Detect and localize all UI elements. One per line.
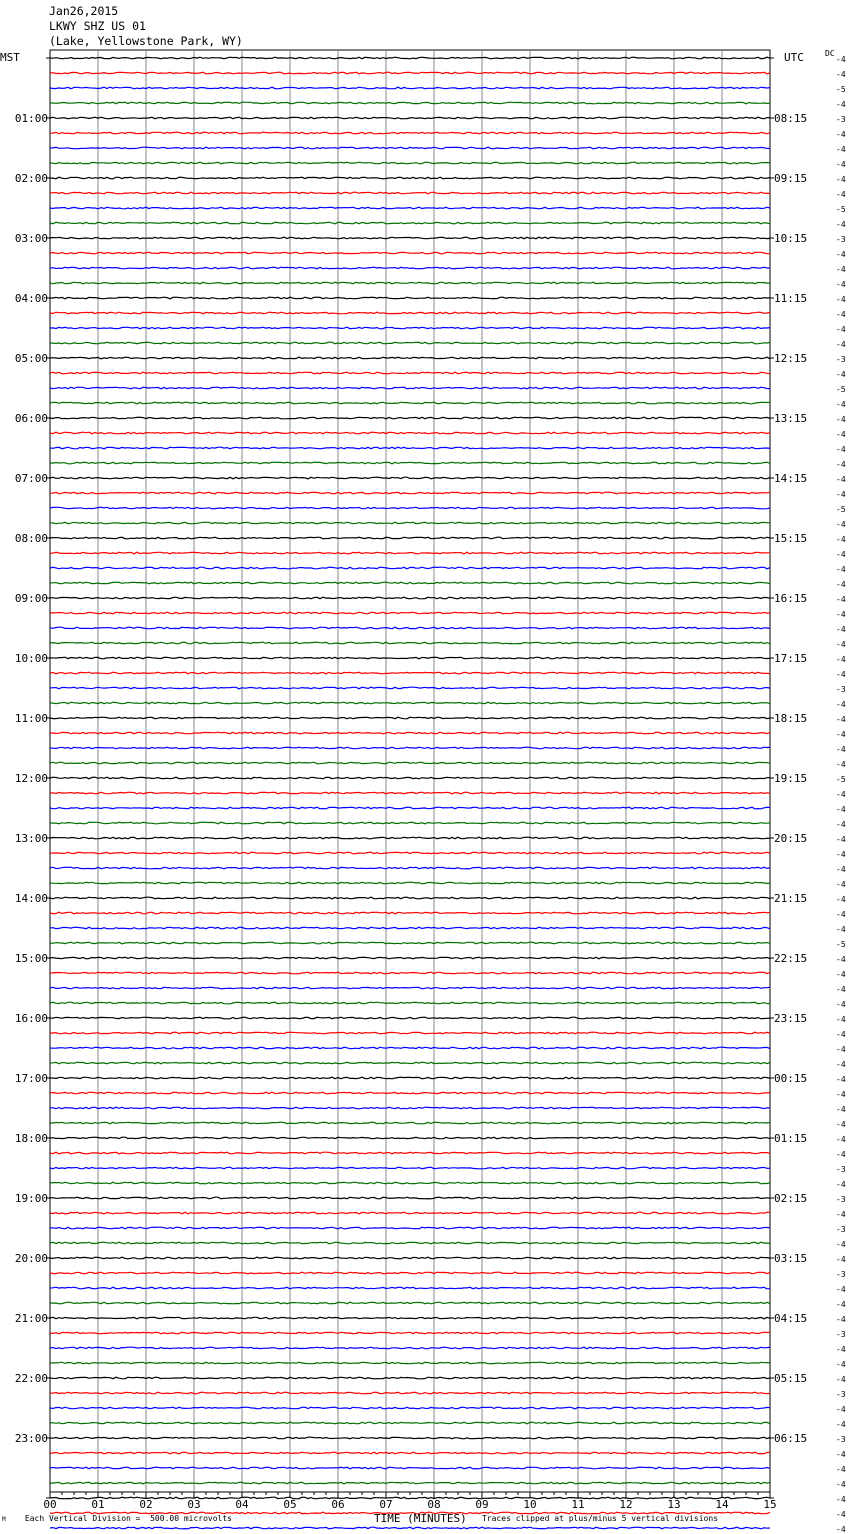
dc-offset-label: -5 [836,85,846,94]
dc-offset-label: -3 [836,355,846,364]
left-hour-label: 18:00 [14,1132,48,1145]
dc-offset-label: -4 [836,1120,846,1129]
seismic-trace [50,1182,770,1184]
seismic-trace [50,747,770,749]
left-hour-label: 17:00 [14,1072,48,1085]
dc-offset-label: -4 [836,130,846,139]
x-tick-label: 15 [763,1498,777,1511]
seismic-trace [50,447,770,449]
left-hour-label: 08:00 [14,532,48,545]
dc-offset-label: -3 [836,1330,846,1339]
dc-offset-label: -4 [836,1060,846,1069]
dc-offset-label: -4 [836,475,846,484]
seismic-trace [50,687,770,689]
dc-offset-label: -4 [836,1180,846,1189]
dc-offset-label: -4 [836,880,846,889]
seismic-trace [50,1422,770,1424]
dc-offset-label: -4 [836,1015,846,1024]
left-hour-label: 06:00 [14,412,48,425]
dc-offset-label: -4 [836,700,846,709]
seismic-trace [50,1272,770,1274]
right-hour-label: 11:15 [774,292,808,305]
dc-offset-label: -4 [836,1405,846,1414]
seismic-trace [50,597,770,599]
dc-offset-label: -3 [836,1390,846,1399]
dc-offset-label: -5 [836,775,846,784]
seismic-trace [50,432,770,434]
seismic-trace [50,912,770,914]
dc-offset-label: -4 [836,265,846,274]
x-tick-label: 08 [427,1498,441,1511]
dc-offset-label: -4 [836,655,846,664]
seismic-trace [50,822,770,824]
dc-offset-label: -4 [836,220,846,229]
dc-offset-label: -4 [836,1255,846,1264]
left-hour-label: 11:00 [14,712,48,725]
dc-offset-label: -3 [836,1435,846,1444]
seismic-trace [50,372,770,374]
seismic-trace [50,147,770,149]
dc-offset-label: -4 [836,1300,846,1309]
left-hour-label: 16:00 [14,1012,48,1025]
seismic-trace [50,192,770,194]
seismic-trace [50,72,770,74]
left-hour-label: 10:00 [14,652,48,665]
seismic-trace [50,477,770,479]
left-hour-label: 20:00 [14,1252,48,1265]
dc-offset-label: -4 [836,970,846,979]
dc-offset-label: -4 [836,1030,846,1039]
seismic-trace [50,1122,770,1124]
right-hour-label: 15:15 [774,532,808,545]
seismic-trace [50,1437,770,1439]
left-hour-label: 14:00 [14,892,48,905]
seismic-trace [50,792,770,794]
dc-offset-label: -4 [836,580,846,589]
right-hour-label: 13:15 [774,412,808,425]
seismic-trace [50,1452,770,1454]
right-hour-label: 16:15 [774,592,808,605]
dc-offset-label: -4 [836,1150,846,1159]
dc-offset-label: -3 [836,685,846,694]
right-hour-label: 01:15 [774,1132,808,1145]
dc-offset-label: -4 [836,625,846,634]
dc-offset-label: -4 [836,955,846,964]
seismic-trace [50,627,770,629]
seismic-trace [50,522,770,524]
seismic-trace [50,1152,770,1154]
dc-offset-label: -4 [836,1105,846,1114]
dc-offset-label: -4 [836,325,846,334]
dc-offset-label: -4 [836,610,846,619]
dc-offset-label: -5 [836,385,846,394]
dc-offset-label: -4 [836,340,846,349]
dc-offset-label: -4 [836,760,846,769]
seismic-trace [50,612,770,614]
x-tick-label: 04 [235,1498,249,1511]
seismic-trace [50,1377,770,1379]
seismic-trace [50,1347,770,1349]
left-timezone-label: MST [0,51,20,64]
dc-offset-label: -4 [836,1285,846,1294]
x-tick-label: 10 [523,1498,537,1511]
seismic-trace [50,972,770,974]
seismic-trace [50,177,770,179]
station-code: LKWY SHZ US 01 [49,19,146,33]
left-hour-label: 02:00 [14,172,48,185]
x-tick-label: 14 [715,1498,729,1511]
seismic-trace [50,297,770,299]
seismic-trace [50,1362,770,1364]
right-hour-label: 04:15 [774,1312,808,1325]
seismic-trace [50,252,770,254]
seismic-trace [50,1032,770,1034]
seismic-trace [50,717,770,719]
right-hour-label: 19:15 [774,772,808,785]
seismic-trace [50,762,770,764]
seismic-trace [50,867,770,869]
right-hour-label: 03:15 [774,1252,808,1265]
dc-offset-label: -4 [836,1045,846,1054]
dc-offset-label: -4 [836,1420,846,1429]
seismic-trace [50,1017,770,1019]
seismic-trace [50,672,770,674]
dc-offset-label: -3 [836,235,846,244]
dc-offset-label: -4 [836,670,846,679]
left-hour-label: 22:00 [14,1372,48,1385]
left-hour-label: 04:00 [14,292,48,305]
x-tick-label: 11 [571,1498,585,1511]
right-hour-label: 17:15 [774,652,808,665]
dc-offset-label: -4 [836,490,846,499]
dc-offset-label: -4 [836,1345,846,1354]
seismic-trace [50,927,770,929]
clip-note: Traces clipped at plus/minus 5 vertical divisions [482,1514,719,1523]
dc-offset-label: -4 [836,70,846,79]
dc-offset-label: -4 [836,1510,846,1519]
seismic-trace [50,117,770,119]
seismic-trace [50,387,770,389]
seismic-trace [50,897,770,899]
seismic-trace [50,987,770,989]
seismic-trace [50,507,770,509]
seismic-trace [50,702,770,704]
seismic-trace [50,1107,770,1109]
seismic-trace [50,312,770,314]
x-tick-label: 02 [139,1498,153,1511]
dc-offset-label: -3 [836,115,846,124]
right-hour-label: 20:15 [774,832,808,845]
seismic-trace [50,552,770,554]
x-tick-label: 06 [331,1498,345,1511]
seismic-trace [50,1482,770,1484]
right-hour-label: 09:15 [774,172,808,185]
seismic-trace [50,1077,770,1079]
dc-offset-label: -4 [836,295,846,304]
seismic-trace [50,567,770,569]
station-location: (Lake, Yellowstone Park, WY) [49,34,243,48]
left-hour-label: 13:00 [14,832,48,845]
seismic-trace [50,1317,770,1319]
seismic-trace [50,1047,770,1049]
seismic-trace [50,417,770,419]
dc-offset-label: -3 [836,1225,846,1234]
dc-offset-label: -4 [836,430,846,439]
dc-offset-label: -4 [836,175,846,184]
seismic-trace [50,162,770,164]
dc-offset-label: -4 [836,895,846,904]
right-hour-label: 18:15 [774,712,808,725]
dc-offset-label: -4 [836,535,846,544]
seismic-trace [50,1227,770,1229]
left-hour-label: 05:00 [14,352,48,365]
dc-offset-label: -4 [836,1525,846,1534]
dc-offset-label: -4 [836,100,846,109]
right-hour-label: 06:15 [774,1432,808,1445]
dc-offset-label: -4 [836,190,846,199]
seismic-trace [50,342,770,344]
left-hour-label: 03:00 [14,232,48,245]
plot-frame [50,50,770,1492]
dc-offset-label: -4 [836,985,846,994]
seismic-trace [50,1332,770,1334]
dc-offset-label: -4 [836,865,846,874]
dc-offset-label: -4 [836,1375,846,1384]
left-hour-label: 15:00 [14,952,48,965]
seismic-trace [50,1092,770,1094]
seismic-trace [50,1257,770,1259]
right-hour-label: 02:15 [774,1192,808,1205]
dc-offset-label: -4 [836,850,846,859]
seismic-trace [50,642,770,644]
left-hour-label: 01:00 [14,112,48,125]
dc-offset-label: -4 [836,550,846,559]
seismic-trace [50,1467,770,1469]
dc-offset-label: -4 [836,1000,846,1009]
seismic-trace [50,1002,770,1004]
dc-offset-label: -4 [836,55,846,64]
right-hour-label: 23:15 [774,1012,808,1025]
right-hour-label: 14:15 [774,472,808,485]
dc-offset-label: -4 [836,1315,846,1324]
seismic-trace [50,582,770,584]
dc-offset-label: -4 [836,1480,846,1489]
dc-offset-label: -4 [836,1090,846,1099]
x-tick-label: 13 [667,1498,681,1511]
dc-offset-label: -4 [836,1450,846,1459]
x-tick-label: 05 [283,1498,297,1511]
seismic-trace [50,837,770,839]
seismic-trace [50,357,770,359]
seismic-trace [50,222,770,224]
seismic-trace [50,327,770,329]
right-hour-label: 10:15 [774,232,808,245]
seismic-trace [50,402,770,404]
seismic-trace [50,1242,770,1244]
seismic-trace [50,132,770,134]
right-hour-label: 12:15 [774,352,808,365]
seismic-trace [50,282,770,284]
dc-offset-label: -4 [836,805,846,814]
seismic-trace [50,807,770,809]
seismic-trace [50,1287,770,1289]
left-hour-label: 19:00 [14,1192,48,1205]
seismic-trace [50,237,770,239]
seismic-trace [50,267,770,269]
dc-label: DC [825,49,835,58]
seismic-trace [50,1167,770,1169]
right-hour-label: 00:15 [774,1072,808,1085]
seismic-trace [50,882,770,884]
seismic-trace [50,1062,770,1064]
left-hour-label: 21:00 [14,1312,48,1325]
dc-offset-label: -4 [836,1240,846,1249]
dc-offset-label: -5 [836,940,846,949]
right-hour-label: 08:15 [774,112,808,125]
dc-offset-label: -4 [836,910,846,919]
dc-offset-label: -4 [836,1495,846,1504]
dc-offset-label: -4 [836,460,846,469]
dc-offset-label: -4 [836,520,846,529]
dc-offset-label: -4 [836,745,846,754]
logo-mark: M [2,1516,6,1523]
seismic-trace [50,57,770,59]
dc-offset-label: -4 [836,1135,846,1144]
dc-offset-label: -5 [836,505,846,514]
x-tick-label: 00 [43,1498,57,1511]
dc-offset-label: -4 [836,1360,846,1369]
seismic-trace [50,657,770,659]
dc-offset-label: -4 [836,1465,846,1474]
dc-offset-label: -4 [836,400,846,409]
left-hour-label: 09:00 [14,592,48,605]
dc-offset-label: -3 [836,1195,846,1204]
dc-offset-label: -4 [836,1075,846,1084]
left-hour-label: 07:00 [14,472,48,485]
dc-offset-label: -4 [836,790,846,799]
dc-offset-label: -5 [836,205,846,214]
dc-offset-label: -4 [836,925,846,934]
dc-offset-label: -4 [836,160,846,169]
x-tick-label: 07 [379,1498,393,1511]
scale-note-row [2,1514,232,1523]
seismic-trace [50,1197,770,1199]
dc-offset-label: -4 [836,250,846,259]
seismic-trace [50,492,770,494]
right-timezone-label: UTC [784,51,804,64]
seismic-trace [50,207,770,209]
seismic-trace [50,1392,770,1394]
dc-offset-label: -4 [836,280,846,289]
dc-offset-label: -3 [836,1165,846,1174]
seismic-trace [50,777,770,779]
seismic-trace [50,957,770,959]
dc-offset-label: -4 [836,1210,846,1219]
x-tick-label: 12 [619,1498,633,1511]
right-hour-label: 05:15 [774,1372,808,1385]
seismic-trace [50,1407,770,1409]
seismic-trace [50,1212,770,1214]
x-tick-label: 09 [475,1498,489,1511]
dc-offset-label: -4 [836,310,846,319]
dc-offset-label: -4 [836,820,846,829]
x-tick-label: 01 [91,1498,105,1511]
right-hour-label: 22:15 [774,952,808,965]
seismic-trace [50,1302,770,1304]
dc-offset-label: -4 [836,145,846,154]
seismic-trace [50,942,770,944]
plot-date: Jan26,2015 [49,4,119,18]
dc-offset-label: -4 [836,370,846,379]
left-hour-label: 23:00 [14,1432,48,1445]
seismic-trace [50,1137,770,1139]
dc-offset-label: -4 [836,415,846,424]
seismic-trace [50,462,770,464]
seismic-trace [50,537,770,539]
seismic-trace [50,1527,770,1529]
left-hour-label: 12:00 [14,772,48,785]
seismic-trace [50,852,770,854]
right-hour-label: 21:15 [774,892,808,905]
dc-offset-label: -4 [836,640,846,649]
x-tick-label: 03 [187,1498,201,1511]
dc-offset-label: -4 [836,445,846,454]
dc-offset-label: -4 [836,835,846,844]
seismic-trace [50,102,770,104]
seismic-trace [50,87,770,89]
scale-note: Each Vertical Division = 500.00 microvolts [24,1514,232,1523]
dc-offset-label: -4 [836,730,846,739]
dc-offset-label: -4 [836,595,846,604]
x-axis-title: TIME (MINUTES) [374,1512,467,1525]
dc-offset-label: -4 [836,715,846,724]
dc-offset-label: -3 [836,1270,846,1279]
seismic-trace [50,1497,770,1499]
seismic-trace [50,732,770,734]
dc-offset-label: -4 [836,565,846,574]
